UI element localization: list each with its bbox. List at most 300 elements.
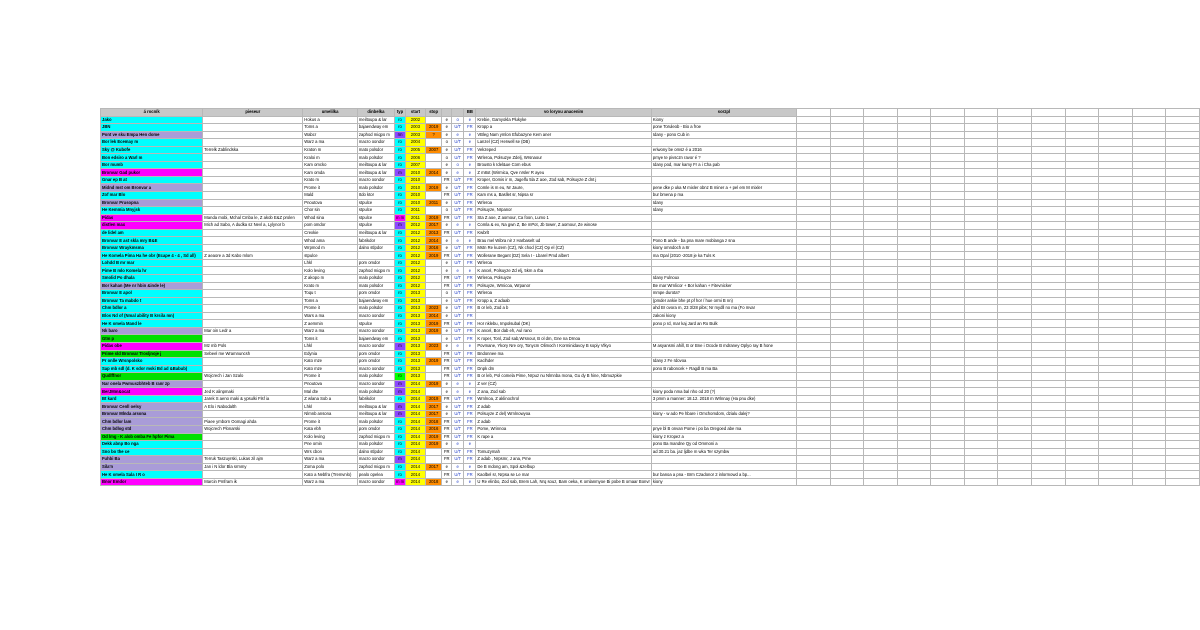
table-cell[interactable]: 2003 — [406, 131, 426, 139]
empty-cell[interactable] — [1166, 222, 1200, 230]
empty-cell[interactable] — [1099, 282, 1133, 290]
table-cell[interactable]: Pne omin — [303, 441, 358, 449]
table-cell[interactable]: Pidas obe — [101, 342, 203, 350]
empty-cell[interactable] — [1099, 456, 1133, 464]
table-cell[interactable] — [651, 403, 796, 411]
table-cell[interactable]: FR — [464, 320, 476, 328]
empty-cell[interactable] — [1166, 410, 1200, 418]
empty-cell[interactable] — [964, 267, 998, 275]
table-cell[interactable]: FR — [464, 312, 476, 320]
empty-cell[interactable] — [1031, 124, 1065, 132]
empty-cell[interactable] — [964, 456, 998, 464]
empty-cell[interactable] — [1099, 365, 1133, 373]
empty-cell[interactable] — [964, 214, 998, 222]
table-cell[interactable]: malo polsdor — [357, 441, 394, 449]
table-cell[interactable]: ad 30.21 ba. jaz ljdbe m wka Ter szymbw — [651, 448, 796, 456]
empty-cell[interactable] — [864, 192, 898, 200]
table-cell[interactable]: FR — [464, 297, 476, 305]
empty-cell[interactable] — [797, 154, 831, 162]
table-cell[interactable]: Wrs cbon — [303, 448, 358, 456]
empty-header-cell[interactable] — [1099, 109, 1133, 117]
empty-cell[interactable] — [931, 297, 965, 305]
table-cell[interactable]: m — [394, 342, 405, 350]
empty-cell[interactable] — [931, 207, 965, 215]
empty-cell[interactable] — [998, 244, 1032, 252]
table-cell[interactable]: e — [442, 403, 452, 411]
table-cell[interactable]: Bronvar Cenll oelsy — [101, 403, 203, 411]
empty-cell[interactable] — [1031, 365, 1065, 373]
empty-cell[interactable] — [797, 478, 831, 486]
empty-cell[interactable] — [964, 388, 998, 396]
table-cell[interactable]: Lhkl — [303, 342, 358, 350]
table-cell[interactable]: Marcin Pmfram ik — [203, 478, 303, 486]
empty-cell[interactable] — [864, 456, 898, 464]
table-cell[interactable]: e — [464, 139, 476, 147]
empty-cell[interactable] — [964, 192, 998, 200]
empty-cell[interactable] — [897, 358, 931, 366]
empty-cell[interactable] — [797, 161, 831, 169]
table-cell[interactable]: Nar onela Pwmuszbhteb B ranr zp — [101, 380, 203, 388]
table-cell[interactable]: ro — [394, 237, 405, 245]
empty-cell[interactable] — [830, 252, 864, 260]
empty-cell[interactable] — [1065, 116, 1099, 124]
empty-cell[interactable] — [897, 169, 931, 177]
table-cell[interactable]: BerJMm&ocat — [101, 388, 203, 396]
empty-cell[interactable] — [1065, 478, 1099, 486]
table-cell[interactable]: FR — [464, 395, 476, 403]
table-cell[interactable]: He Kemmia Mnyjsk — [101, 207, 203, 215]
empty-cell[interactable] — [1132, 184, 1166, 192]
table-cell[interactable]: de lidel am — [101, 229, 203, 237]
table-cell[interactable]: 2010 — [406, 184, 426, 192]
empty-cell[interactable] — [964, 471, 998, 479]
table-cell[interactable]: Bor lek Ecemay m — [101, 139, 203, 147]
table-cell[interactable]: m m — [395, 479, 405, 485]
table-cell[interactable]: pene dke p uka M mixler obnz B miner a + pel em M mixler — [651, 184, 796, 192]
empty-cell[interactable] — [1099, 373, 1133, 381]
empty-cell[interactable] — [830, 222, 864, 230]
table-cell[interactable] — [203, 199, 303, 207]
table-cell[interactable] — [203, 433, 303, 441]
empty-cell[interactable] — [830, 380, 864, 388]
empty-cell[interactable] — [830, 312, 864, 320]
table-cell[interactable]: Sta Z aoe, Z aomour, Ca foon, Lumo 1 — [476, 214, 651, 222]
empty-cell[interactable] — [830, 237, 864, 245]
empty-cell[interactable] — [864, 410, 898, 418]
table-cell[interactable]: e — [442, 161, 452, 169]
empty-cell[interactable] — [1166, 373, 1200, 381]
table-cell[interactable]: Itdo ktor — [357, 192, 394, 200]
table-cell[interactable]: FR — [464, 433, 476, 441]
empty-cell[interactable] — [1065, 380, 1099, 388]
table-cell[interactable]: (pmder ankie bhe pt pf hor / hue ormi B nn) — [651, 297, 796, 305]
empty-cell[interactable] — [931, 131, 965, 139]
table-cell[interactable]: Whod sina — [303, 214, 358, 222]
empty-cell[interactable] — [864, 176, 898, 184]
table-cell[interactable]: Toms it — [303, 335, 358, 343]
table-cell[interactable]: kiony z Kropez a — [651, 433, 796, 441]
empty-cell[interactable] — [931, 425, 965, 433]
table-cell[interactable]: meiltoupa & lar — [357, 410, 394, 418]
empty-cell[interactable] — [897, 244, 931, 252]
empty-cell[interactable] — [797, 380, 831, 388]
empty-cell[interactable] — [864, 433, 898, 441]
table-cell[interactable]: kiony omndoch a 8r — [651, 244, 796, 252]
table-cell[interactable] — [203, 229, 303, 237]
empty-cell[interactable] — [830, 335, 864, 343]
table-cell[interactable] — [425, 282, 442, 290]
empty-cell[interactable] — [1065, 441, 1099, 449]
empty-cell[interactable] — [830, 478, 864, 486]
table-cell[interactable]: Mal dte — [303, 388, 358, 396]
table-cell[interactable] — [203, 358, 303, 366]
column-header[interactable]: umelilka — [303, 109, 358, 117]
empty-cell[interactable] — [797, 237, 831, 245]
table-cell[interactable]: Pnoutova — [303, 199, 358, 207]
empty-cell[interactable] — [1132, 244, 1166, 252]
empty-cell[interactable] — [797, 267, 831, 275]
empty-cell[interactable] — [830, 169, 864, 177]
empty-cell[interactable] — [998, 131, 1032, 139]
empty-cell[interactable] — [931, 448, 965, 456]
empty-cell[interactable] — [964, 169, 998, 177]
table-cell[interactable]: 3 pmm a manner: 18.12. 2018 m Wrlnnay (Ha pnu dke) — [651, 395, 796, 403]
table-cell[interactable]: macro oondor — [357, 176, 394, 184]
empty-cell[interactable] — [897, 425, 931, 433]
table-cell[interactable]: pono Ba mandne Qy od Ommoni a — [651, 441, 796, 449]
empty-header-cell[interactable] — [1132, 109, 1166, 117]
empty-cell[interactable] — [797, 410, 831, 418]
empty-cell[interactable] — [1065, 388, 1099, 396]
empty-cell[interactable] — [1099, 320, 1133, 328]
empty-cell[interactable] — [998, 229, 1032, 237]
table-cell[interactable]: zaphod miqpo m — [357, 267, 394, 275]
table-cell[interactable]: bur bmena p ma — [651, 192, 796, 200]
table-cell[interactable]: Kroper, Gomis ir m, Jagelfu 5la Z aoe, Zod sab, Polsuyze Z dnt j — [476, 176, 651, 184]
empty-cell[interactable] — [797, 146, 831, 154]
empty-cell[interactable] — [964, 305, 998, 313]
table-cell[interactable] — [651, 267, 796, 275]
table-cell[interactable]: meiltoupa & lar — [357, 229, 394, 237]
table-cell[interactable]: e — [464, 342, 476, 350]
empty-cell[interactable] — [1031, 342, 1065, 350]
empty-cell[interactable] — [1132, 448, 1166, 456]
empty-cell[interactable] — [998, 154, 1032, 162]
table-cell[interactable]: stpulce — [357, 207, 394, 215]
table-cell[interactable]: Zoma polo — [303, 463, 358, 471]
table-cell[interactable]: FR — [464, 290, 476, 298]
table-cell[interactable]: Kraton m — [303, 146, 358, 154]
empty-cell[interactable] — [1031, 139, 1065, 147]
empty-cell[interactable] — [1166, 131, 1200, 139]
empty-cell[interactable] — [1099, 463, 1133, 471]
empty-cell[interactable] — [1166, 192, 1200, 200]
table-cell[interactable]: m — [394, 410, 405, 418]
empty-cell[interactable] — [964, 433, 998, 441]
table-cell[interactable] — [203, 124, 303, 132]
table-cell[interactable]: e — [442, 312, 452, 320]
table-cell[interactable]: Prome it — [303, 305, 358, 313]
table-cell[interactable]: e — [442, 184, 452, 192]
empty-cell[interactable] — [1065, 244, 1099, 252]
empty-cell[interactable] — [964, 275, 998, 283]
empty-cell[interactable] — [1132, 275, 1166, 283]
table-cell[interactable]: U/T — [452, 199, 464, 207]
empty-cell[interactable] — [931, 463, 965, 471]
table-cell[interactable]: Smolid Po dhala — [101, 275, 203, 283]
table-cell[interactable]: M asyansmi ahill, B or Bne i Ocode B mdraney Oplyo ray B hone — [651, 342, 796, 350]
empty-cell[interactable] — [797, 139, 831, 147]
table-cell[interactable]: 2012 — [406, 237, 426, 245]
table-cell[interactable]: 2014 — [406, 410, 426, 418]
empty-cell[interactable] — [1166, 327, 1200, 335]
table-cell[interactable]: FR — [442, 320, 452, 328]
empty-cell[interactable] — [1031, 207, 1065, 215]
table-cell[interactable]: Wollerane Begant (DZ) Sela I - Lbarel Pmd albert — [476, 252, 651, 260]
column-header[interactable]: vo loryou anacenim — [476, 109, 651, 117]
empty-cell[interactable] — [1065, 214, 1099, 222]
table-cell[interactable] — [425, 161, 442, 169]
table-cell[interactable]: 2012 — [406, 244, 426, 252]
empty-cell[interactable] — [1132, 161, 1166, 169]
table-cell[interactable]: A Elo i Nabodalth — [203, 403, 303, 411]
empty-cell[interactable] — [931, 433, 965, 441]
empty-cell[interactable] — [864, 395, 898, 403]
empty-cell[interactable] — [1031, 410, 1065, 418]
empty-cell[interactable] — [1099, 146, 1133, 154]
empty-cell[interactable] — [1065, 350, 1099, 358]
table-cell[interactable]: Brousto k Idel&ue Com ebus — [476, 161, 651, 169]
table-cell[interactable]: 2019 — [425, 433, 442, 441]
empty-cell[interactable] — [897, 124, 931, 132]
column-header[interactable]: BB — [464, 109, 476, 117]
empty-cell[interactable] — [830, 229, 864, 237]
empty-cell[interactable] — [797, 192, 831, 200]
table-cell[interactable]: Polsuyze, Wrnicoa, Wrpanor — [476, 282, 651, 290]
empty-cell[interactable] — [931, 327, 965, 335]
empty-cell[interactable] — [1166, 290, 1200, 298]
empty-cell[interactable] — [931, 259, 965, 267]
table-cell[interactable]: Edynia — [303, 350, 358, 358]
table-cell[interactable]: Bor kahan (Me nr hbin &inde le) — [101, 282, 203, 290]
table-cell[interactable]: 2014 — [406, 463, 426, 471]
table-cell[interactable]: FR — [464, 229, 476, 237]
empty-cell[interactable] — [897, 395, 931, 403]
empty-cell[interactable] — [1132, 388, 1166, 396]
empty-cell[interactable] — [1031, 252, 1065, 260]
empty-cell[interactable] — [1099, 259, 1133, 267]
empty-cell[interactable] — [797, 214, 831, 222]
table-cell[interactable]: 2014 — [406, 425, 426, 433]
empty-cell[interactable] — [830, 297, 864, 305]
table-cell[interactable]: ro — [394, 259, 405, 267]
table-cell[interactable]: U/T — [452, 207, 464, 215]
empty-cell[interactable] — [998, 139, 1032, 147]
table-cell[interactable]: pone Toruleob - Bio a froe — [651, 124, 796, 132]
table-cell[interactable]: ro — [394, 350, 405, 358]
table-cell[interactable]: Sebeel me Wramnuncsh — [203, 350, 303, 358]
empty-cell[interactable] — [964, 478, 998, 486]
empty-cell[interactable] — [998, 169, 1032, 177]
table-cell[interactable]: ro — [394, 176, 405, 184]
empty-cell[interactable] — [864, 184, 898, 192]
empty-cell[interactable] — [931, 312, 965, 320]
table-cell[interactable]: e — [442, 388, 452, 396]
table-cell[interactable]: e — [452, 237, 464, 245]
empty-cell[interactable] — [830, 290, 864, 298]
table-cell[interactable]: 2013 — [406, 342, 426, 350]
empty-cell[interactable] — [964, 410, 998, 418]
table-cell[interactable]: dalno stlpdor — [357, 244, 394, 252]
table-cell[interactable]: FR — [442, 425, 452, 433]
empty-cell[interactable] — [931, 418, 965, 426]
empty-cell[interactable] — [998, 350, 1032, 358]
table-cell[interactable]: Sila'n — [101, 463, 203, 471]
table-cell[interactable]: 2019 — [425, 214, 442, 222]
table-cell[interactable]: 2019 — [425, 327, 442, 335]
table-cell[interactable]: mato polsdor — [357, 146, 394, 154]
empty-cell[interactable] — [1166, 388, 1200, 396]
empty-cell[interactable] — [897, 282, 931, 290]
table-cell[interactable]: m — [394, 388, 405, 396]
table-cell[interactable]: 2012 — [406, 229, 426, 237]
table-cell[interactable]: pono p rd, mar kaj Jard an Ro Bulk — [651, 320, 796, 328]
table-cell[interactable]: pmye te pivsczn ravor é ? — [651, 154, 796, 162]
table-cell[interactable]: Idany - pono Cub in — [651, 131, 796, 139]
empty-cell[interactable] — [1132, 456, 1166, 464]
empty-cell[interactable] — [1065, 131, 1099, 139]
empty-cell[interactable] — [1065, 146, 1099, 154]
empty-cell[interactable] — [1099, 176, 1133, 184]
table-cell[interactable]: 2014 — [406, 418, 426, 426]
table-cell[interactable]: 2014 — [425, 169, 442, 177]
empty-cell[interactable] — [1132, 365, 1166, 373]
empty-cell[interactable] — [931, 388, 965, 396]
table-cell[interactable]: Jed K alinpmaki — [203, 388, 303, 396]
empty-cell[interactable] — [1132, 312, 1166, 320]
empty-cell[interactable] — [864, 418, 898, 426]
empty-cell[interactable] — [1099, 471, 1133, 479]
empty-cell[interactable] — [1166, 267, 1200, 275]
empty-cell[interactable] — [1166, 161, 1200, 169]
table-cell[interactable]: Nlmnb ansona — [303, 410, 358, 418]
empty-cell[interactable] — [1031, 441, 1065, 449]
table-cell[interactable]: 2013 — [406, 327, 426, 335]
empty-cell[interactable] — [1065, 312, 1099, 320]
empty-cell[interactable] — [830, 403, 864, 411]
table-cell[interactable]: Kaclhder — [476, 358, 651, 366]
empty-cell[interactable] — [1065, 418, 1099, 426]
table-cell[interactable]: 2013 — [406, 350, 426, 358]
table-cell[interactable]: e — [442, 131, 452, 139]
table-cell[interactable]: Comle is m eu, Nr Jaure, — [476, 184, 651, 192]
empty-cell[interactable] — [1166, 146, 1200, 154]
empty-cell[interactable] — [998, 388, 1032, 396]
empty-cell[interactable] — [1166, 244, 1200, 252]
table-cell[interactable]: 2011 — [406, 214, 426, 222]
empty-cell[interactable] — [797, 244, 831, 252]
table-cell[interactable]: Wrleroa, Polsuzye Zdelj, Wrsnaour — [476, 154, 651, 162]
table-cell[interactable]: 2013 — [406, 365, 426, 373]
table-cell[interactable]: 2023 — [425, 305, 442, 313]
column-header[interactable]: dinbelka — [357, 109, 394, 117]
empty-cell[interactable] — [998, 275, 1032, 283]
empty-cell[interactable] — [1031, 154, 1065, 162]
empty-cell[interactable] — [864, 471, 898, 479]
table-cell[interactable]: Pome, Wrinnoa — [476, 425, 651, 433]
table-cell[interactable]: pom omdor — [357, 425, 394, 433]
empty-cell[interactable] — [964, 297, 998, 305]
table-cell[interactable]: Wrleroa — [476, 259, 651, 267]
empty-cell[interactable] — [931, 350, 965, 358]
empty-cell[interactable] — [998, 403, 1032, 411]
table-cell[interactable]: FR — [442, 275, 452, 283]
empty-cell[interactable] — [1132, 229, 1166, 237]
table-cell[interactable]: Sap mb sdl (d. K sdor mski Bd ad &Babub) — [101, 365, 203, 373]
table-cell[interactable]: e — [442, 297, 452, 305]
empty-cell[interactable] — [797, 373, 831, 381]
empty-cell[interactable] — [964, 176, 998, 184]
empty-cell[interactable] — [864, 199, 898, 207]
empty-cell[interactable] — [1065, 207, 1099, 215]
empty-cell[interactable] — [864, 267, 898, 275]
table-cell[interactable]: ro — [394, 275, 405, 283]
table-cell[interactable] — [476, 312, 651, 320]
empty-cell[interactable] — [1099, 275, 1133, 283]
empty-cell[interactable] — [1065, 373, 1099, 381]
empty-cell[interactable] — [1031, 448, 1065, 456]
column-header[interactable]: typ — [394, 109, 405, 117]
table-cell[interactable]: Vekzeped — [476, 146, 651, 154]
empty-cell[interactable] — [1099, 199, 1133, 207]
table-cell[interactable]: 2017 — [425, 403, 442, 411]
empty-cell[interactable] — [1031, 305, 1065, 313]
empty-cell[interactable] — [864, 441, 898, 449]
empty-cell[interactable] — [964, 116, 998, 124]
empty-cell[interactable] — [864, 335, 898, 343]
empty-cell[interactable] — [864, 154, 898, 162]
table-cell[interactable]: 2012 — [406, 275, 426, 283]
table-cell[interactable]: Warz a ma — [303, 456, 358, 464]
empty-cell[interactable] — [1166, 229, 1200, 237]
empty-cell[interactable] — [1031, 237, 1065, 245]
table-cell[interactable]: e — [452, 478, 464, 486]
empty-cell[interactable] — [1132, 124, 1166, 132]
table-cell[interactable] — [651, 259, 796, 267]
empty-cell[interactable] — [1166, 342, 1200, 350]
table-cell[interactable]: B or leb, Zod a b — [476, 305, 651, 313]
empty-cell[interactable] — [1132, 259, 1166, 267]
table-cell[interactable] — [476, 441, 651, 449]
table-cell[interactable]: 2019 — [425, 184, 442, 192]
table-cell[interactable] — [425, 365, 442, 373]
table-cell[interactable]: Terruk Taszuyrski, Lukas zil ajm — [203, 456, 303, 464]
empty-cell[interactable] — [830, 395, 864, 403]
table-cell[interactable]: Bor mumb — [101, 161, 203, 169]
table-cell[interactable]: e — [464, 131, 476, 139]
empty-cell[interactable] — [830, 214, 864, 222]
empty-cell[interactable] — [1166, 448, 1200, 456]
table-cell[interactable]: e — [442, 267, 452, 275]
table-cell[interactable] — [203, 244, 303, 252]
empty-cell[interactable] — [998, 395, 1032, 403]
empty-cell[interactable] — [1166, 320, 1200, 328]
empty-cell[interactable] — [1166, 478, 1200, 486]
empty-cell[interactable] — [897, 229, 931, 237]
table-cell[interactable]: bajaendway em — [357, 335, 394, 343]
empty-cell[interactable] — [864, 290, 898, 298]
empty-cell[interactable] — [1065, 403, 1099, 411]
